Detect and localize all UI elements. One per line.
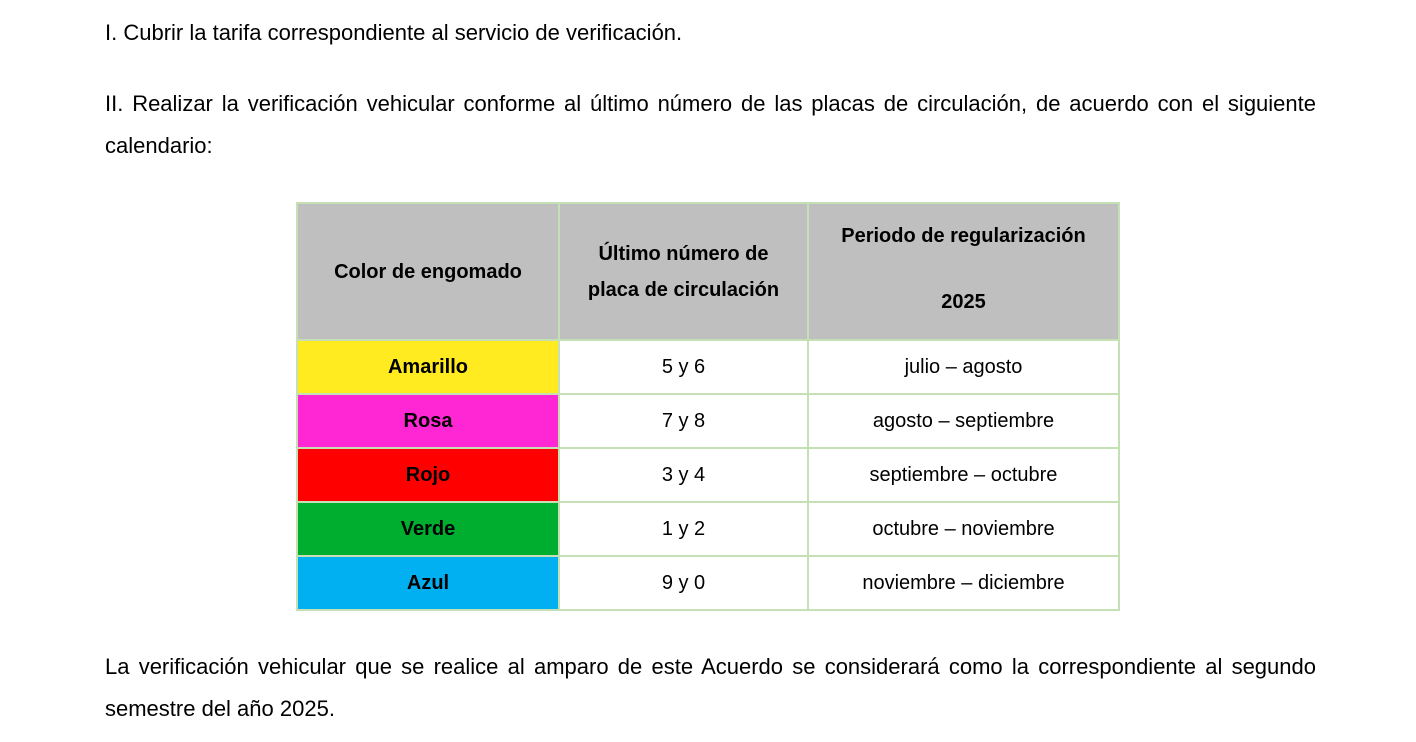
header-period-year: 2025	[941, 290, 986, 313]
header-last-number-label: Último número de placa de circulación	[587, 242, 780, 301]
header-color	[297, 203, 559, 340]
header-color-label: Color de engomado	[334, 260, 522, 283]
table-row	[297, 394, 1119, 448]
header-period-title: Periodo de regularización	[841, 224, 1086, 247]
period-cell: septiembre – octubre	[808, 448, 1119, 502]
plate-number-cell: 9 y 0	[559, 556, 808, 610]
plate-number-cell: 1 y 2	[559, 502, 808, 556]
header-last-number	[559, 203, 808, 340]
paragraph-fee: I. Cubrir la tarifa correspondiente al servicio de verificación.	[105, 20, 683, 45]
table-header-row	[297, 203, 1119, 340]
header-period	[808, 203, 1119, 340]
period-cell: octubre – noviembre	[808, 502, 1119, 556]
paragraph-verification-schedule: II. Realizar la verificación vehicular conforme al último número de las placas de circulación, de acuerdo con el siguiente calendario:	[105, 91, 1316, 158]
plate-number-cell: 3 y 4	[559, 448, 808, 502]
paragraph-semester-note: La verificación vehicular que se realice al amparo de este Acuerdo se considerará como la correspondiente al segundo semestre del año 2025.	[105, 654, 1316, 721]
color-cell: Rojo	[297, 448, 559, 502]
verification-calendar-table	[296, 202, 1120, 611]
color-cell: Verde	[297, 502, 559, 556]
table-row	[297, 502, 1119, 556]
color-cell: Rosa	[297, 394, 559, 448]
table-row	[297, 556, 1119, 610]
plate-number-cell: 5 y 6	[559, 340, 808, 394]
period-cell: agosto – septiembre	[808, 394, 1119, 448]
color-cell: Azul	[297, 556, 559, 610]
table-row	[297, 448, 1119, 502]
period-cell: julio – agosto	[808, 340, 1119, 394]
table-row	[297, 340, 1119, 394]
color-cell: Amarillo	[297, 340, 559, 394]
period-cell: noviembre – diciembre	[808, 556, 1119, 610]
plate-number-cell: 7 y 8	[559, 394, 808, 448]
